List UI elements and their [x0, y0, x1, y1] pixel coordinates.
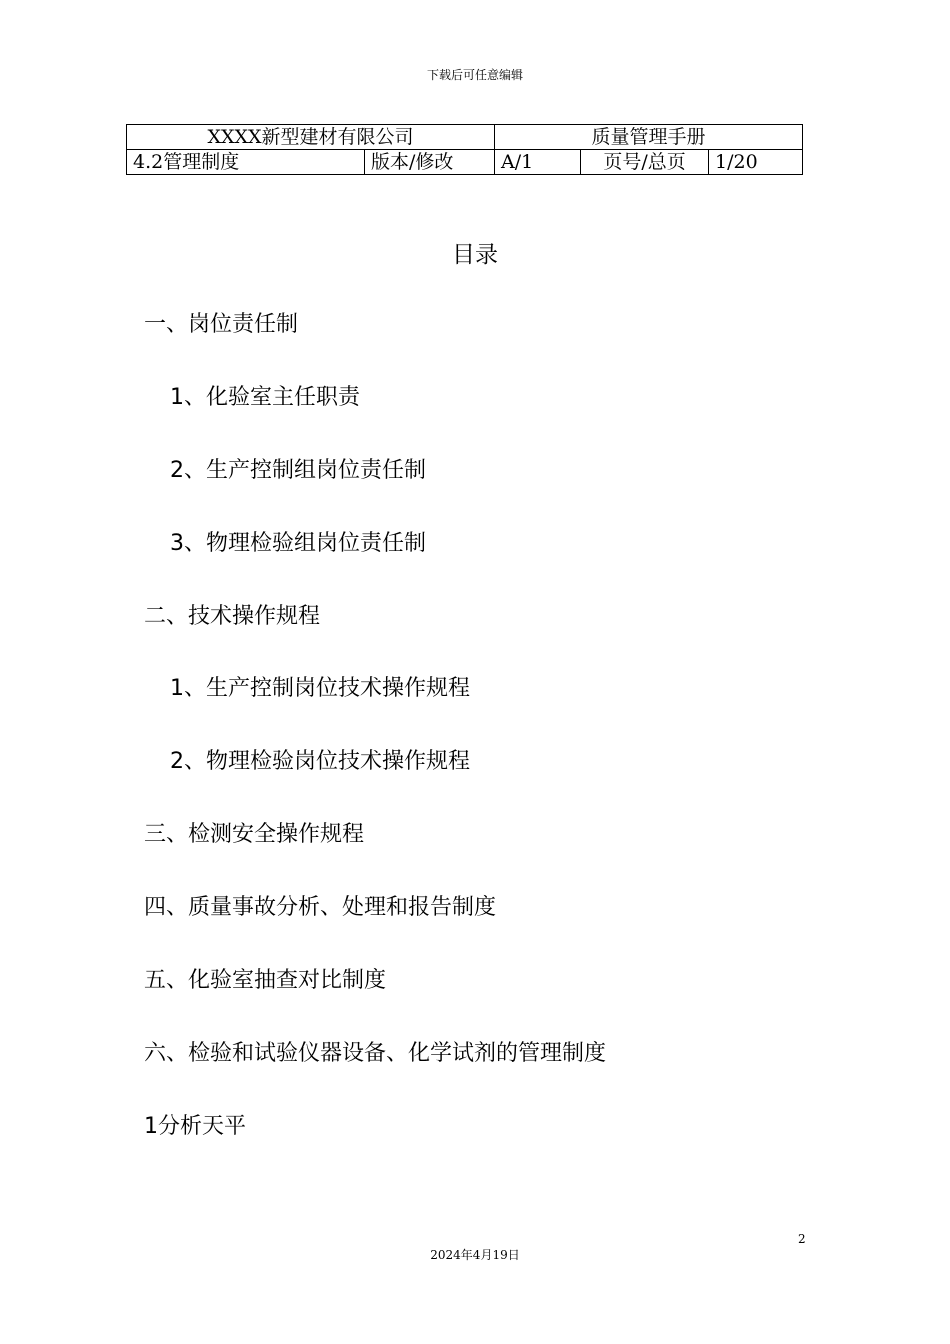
header-row-2	[127, 150, 803, 175]
toc-entry-4[interactable]: 四、质量事故分析、处理和报告制度	[144, 895, 497, 920]
toc-entry-2[interactable]: 二、技术操作规程	[144, 604, 321, 629]
page-number: 2	[798, 1232, 806, 1246]
toc-entry-1-1[interactable]: 1、化验室主任职责	[170, 385, 360, 410]
toc-entry-1-3[interactable]: 3、物理检验组岗位责任制	[170, 531, 426, 556]
toc-entry-1[interactable]: 一、岗位责任制	[144, 312, 299, 337]
footer-date: 2024年4月19日	[430, 1248, 520, 1262]
manual-title: 质量管理手册	[495, 125, 803, 150]
toc-entry-2-1[interactable]: 1、生产控制岗位技术操作规程	[170, 676, 470, 701]
toc-entry-5[interactable]: 五、化验室抽查对比制度	[144, 968, 387, 993]
toc-entry-3[interactable]: 三、检测安全操作规程	[144, 822, 365, 847]
section-name: 4.2管理制度	[127, 150, 365, 175]
version-label: 版本/修改	[365, 150, 495, 175]
toc-entry-6-1[interactable]: 1分析天平	[144, 1114, 246, 1139]
toc-entry-2-2[interactable]: 2、物理检验岗位技术操作规程	[170, 749, 470, 774]
toc-title: 目录	[452, 242, 498, 268]
toc-entry-1-2[interactable]: 2、生产控制组岗位责任制	[170, 458, 426, 483]
header-note: 下载后可任意编辑	[426, 68, 523, 82]
company-name: XXXX新型建材有限公司	[127, 125, 495, 150]
document-header-table	[126, 124, 803, 175]
toc-entry-6[interactable]: 六、检验和试验仪器设备、化学试剂的管理制度	[144, 1041, 607, 1066]
version-value: A/1	[495, 150, 581, 175]
page-value: 1/20	[709, 150, 803, 175]
header-row-1	[127, 125, 803, 150]
page-label: 页号/总页	[581, 150, 709, 175]
